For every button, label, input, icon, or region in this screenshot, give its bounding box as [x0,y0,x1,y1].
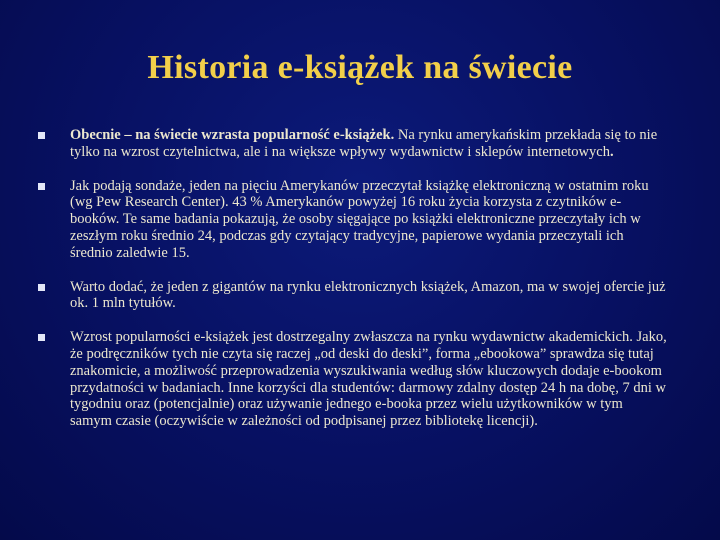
bullet-tail-text: . [609,143,614,160]
bullet-text: Na rynku amerykańskim przekłada się to nie tylko na wzrost czytelnictwa, ale i na większe wpływy wydawnictw i sklepów internetowych [70,127,658,160]
square-bullet-icon [38,132,45,139]
square-bullet-icon [38,183,45,190]
square-bullet-icon [38,284,45,291]
bullet-text: Warto dodać, że jeden z gigantów na rynku elektronicznych książek, Amazon, ma w swojej ofercie już ok. 1 mln tytułów. [70,278,666,312]
bullet-item [38,279,668,313]
bullet-item [38,127,668,161]
bullet-item [38,329,668,430]
bullet-item [38,178,668,262]
bullet-lead-text: Obecnie – na świecie wzrasta popularność e-książek. [70,127,395,143]
bullet-text: Wzrost popularności e-książek jest dostrzegalny zwłaszcza na rynku wydawnictw akademickich. Jako, że podręczników tych nie czyta się raczej „od deski do deski”, forma „ebookowa” sprawdza się tutaj znakomicie, a możliwość przeprowadzenia wyszukiwania według słów kluczowych dodaje e-bookom przydatności w badaniach. Inne korzyści dla studentów: darmowy zdalny dostęp 24 h na dobę, 7 dni w tygodniu oraz (potencjalnie) oraz używanie jednego e-booka przez wielu użytkowników w tym samym czasie (oczywiście w zależności od podpisanej przez bibliotekę licencji). [70,329,667,430]
square-bullet-icon [38,334,45,341]
bullet-list [38,127,668,447]
slide-title: Historia e-książek na świecie [147,49,573,86]
bullet-text: Jak podają sondaże, jeden na pięciu Amerykanów przeczytał książkę elektroniczną w ostatnim roku (wg Pew Research Center). 43 % Amerykanów powyżej 16 roku życia korzysta z czytników e-booków. Te same badania pokazują, że osoby sięgające po książki elektroniczne przeczytały ich w zeszłym roku średnio 24, podczas gdy czytający tradycyjne, papierowe wydania przeczytali ich średnio zaledwie 15. [70,177,649,261]
